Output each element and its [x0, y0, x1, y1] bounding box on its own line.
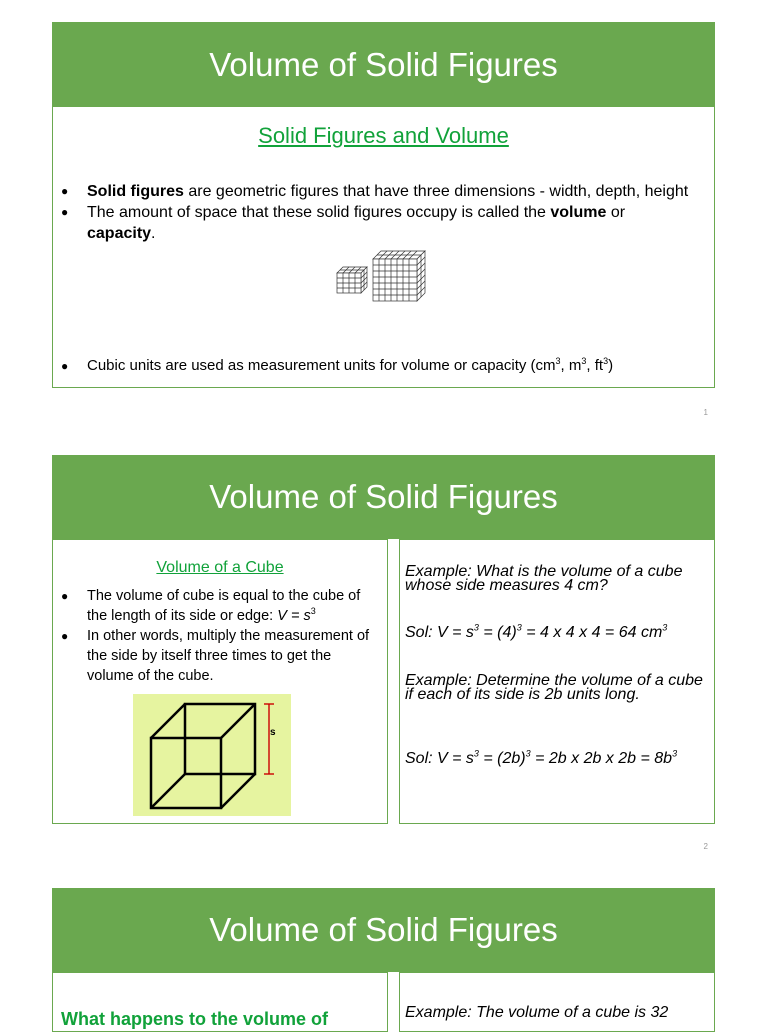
slide-1-banner [53, 23, 714, 107]
bullet-multiply: ● In other words, multiply the measurement of the side by itself three times to get the volume of the cube. [53, 626, 377, 686]
slide-3-banner [52, 888, 715, 972]
cube-diagram [133, 694, 291, 816]
slide-2-title: Volume of Solid Figures [209, 478, 558, 515]
slide-2-banner [52, 455, 715, 539]
slide-2-right-panel [399, 539, 715, 824]
example-2-question: Example: Determine the volume of a cube if each of its side is 2b units long. [405, 672, 703, 703]
page-number-1: 1 [703, 408, 708, 417]
example-1-solution: Sol: $V = s^3 = (4)^3 = 4$ x 4 x 4 = 64 $cm^3$ [405, 622, 668, 641]
slide-1-bullets [53, 181, 693, 244]
slide-2 [52, 455, 715, 824]
slide-3-left-panel [52, 972, 388, 1032]
slide-1-bullets-bottom [53, 357, 693, 375]
slide-3 [52, 888, 715, 1029]
bullet-cubic-units: ● Cubic units are used as measurement units for volume or capacity ($cm^3$, $m^3$, $ft^3$) [53, 357, 693, 375]
slide-3-title: Volume of Solid Figures [209, 911, 558, 948]
slide-1-heading: Solid Figures and Volume [258, 123, 509, 148]
slide-1 [52, 22, 715, 388]
slide-3-left-heading: What happens to the volume of [61, 1009, 329, 1029]
cube-heading: Volume of a Cube [156, 559, 284, 576]
example-2-solution: Sol: $V = s^3 = (2b)^3 = 2b$ x 2b x $2b = 8b^3$ [405, 748, 678, 767]
slide-3-right-panel [399, 972, 715, 1032]
bullet-solid-figures: ● Solid figures are geometric figures that have three dimensions - width, depth, height [53, 181, 693, 202]
slide-3-example: Example: The volume of a cube is 32 [405, 1004, 669, 1021]
unit-cubes-illustration [333, 245, 437, 303]
page-number-2: 2 [703, 842, 708, 851]
slide-2-left-panel [52, 539, 388, 824]
example-1-question: Example: What is the volume of a cube whose side measures 4 cm? [405, 563, 683, 594]
bullet-cube-formula: ● The volume of cube is equal to the cube of the length of its side or edge: $V = s^3$ [53, 586, 377, 626]
slide-1-title: Volume of Solid Figures [209, 46, 558, 83]
cube-side-label: s [270, 727, 276, 738]
cube-bullets [53, 586, 377, 686]
bullet-volume-capacity: ● The amount of space that these solid figures occupy is called the volume or capacity. [53, 202, 693, 244]
